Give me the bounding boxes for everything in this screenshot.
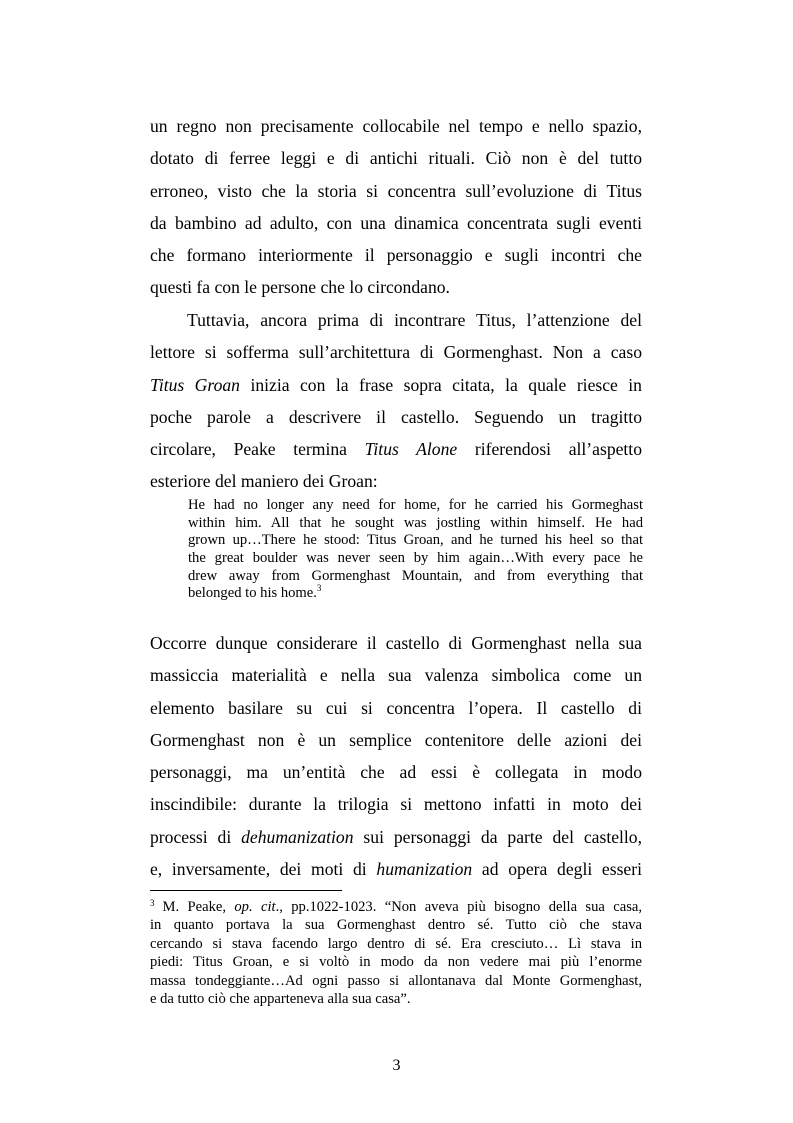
text-line: un regno non precisamente collocabile nel tempo e nello spazio, xyxy=(150,116,642,136)
text-line: Gormenghast non è un semplice contenitore delle azioni dei xyxy=(150,729,642,750)
text-segment: inizia con la frase sopra citata, la quale riesce in xyxy=(239,374,642,395)
text-line: questi fa con le persone che lo circondano. xyxy=(150,277,450,298)
text-line: dotato di ferree leggi e di antichi rituali. Ciò non è del tutto xyxy=(150,148,642,169)
text-line xyxy=(150,821,642,853)
paragraph-3 xyxy=(150,627,642,885)
quote-line: grown up…There he stood: Titus Groan, and he turned his heel so that xyxy=(188,532,643,549)
block-quote xyxy=(188,497,643,603)
citation-italic: op. cit xyxy=(234,899,276,915)
footnote-line: cercando si stava facendo largo dentro di sé. Era cresciuto… Lì stava in xyxy=(150,935,642,952)
text-line: erroneo, visto che la storia si concentra sull’evoluzione di Titus xyxy=(150,180,642,201)
quote-line: He had no longer any need for home, for he carried his Gormeghast xyxy=(188,497,643,513)
footnote-line xyxy=(150,898,642,916)
footnote-line: in quanto portava la sua Gormenghast dentro sé. Tutto ciò che stava xyxy=(150,917,642,934)
quote-line xyxy=(188,585,643,603)
text-segment: e, inversamente, dei moti di xyxy=(150,859,377,880)
quote-line: the great boulder was never seen by him again…With every pace he xyxy=(188,550,643,567)
footnote-divider xyxy=(150,890,342,891)
text-segment: belonged to his home. xyxy=(188,585,317,602)
footnote-number: 3 xyxy=(150,898,155,908)
paragraph-2 xyxy=(150,304,642,498)
text-line xyxy=(150,369,642,401)
text-segment: circolare, Peake termina xyxy=(150,439,365,460)
book-title-italic: Titus Groan xyxy=(150,374,240,395)
term-italic: humanization xyxy=(376,859,473,880)
text-line: da bambino ad adulto, con una dinamica concentrata sugli eventi xyxy=(150,212,642,233)
footnote-line: e da tutto ciò che apparteneva alla sua casa”. xyxy=(150,990,411,1007)
text-segment: ad opera degli esseri xyxy=(472,859,642,880)
text-line: inscindibile: durante la trilogia si mettono infatti in moto dei xyxy=(150,794,642,815)
footnote-line: massa tondeggiante…Ad ogni passo si allontanava dal Monte Gormenghast, xyxy=(150,972,642,989)
paragraph-1 xyxy=(150,110,642,304)
text-line xyxy=(150,433,642,465)
text-line: Occorre dunque considerare il castello di Gormenghast nella sua xyxy=(150,633,642,653)
page-number: 3 xyxy=(392,1057,401,1074)
footnote xyxy=(150,898,642,1008)
text-line: elemento basilare su cui si concentra l’opera. Il castello di xyxy=(150,697,642,718)
text-segment: M. Peake, xyxy=(162,899,235,915)
text-line: lettore si sofferma sull’architettura di Gormenghast. Non a caso xyxy=(150,342,642,363)
text-line: poche parole a descrivere il castello. Seguendo un tragitto xyxy=(150,406,642,427)
quote-line: within him. All that he sought was jostling within himself. He had xyxy=(188,514,643,531)
text-line: Tuttavia, ancora prima di incontrare Titus, l’attenzione del xyxy=(187,310,642,330)
footnote-reference[interactable]: 3 xyxy=(316,583,322,594)
text-line xyxy=(150,853,642,885)
book-title-italic: Titus Alone xyxy=(364,439,458,460)
text-line: massiccia materialità e nella sua valenza simbolica come un xyxy=(150,665,642,686)
text-segment: processi di xyxy=(150,826,242,847)
text-segment: ., pp.1022-1023. “Non aveva più bisogno della sua casa, xyxy=(275,899,642,915)
text-segment: riferendosi all’aspetto xyxy=(457,439,642,460)
text-line: esteriore del maniero dei Groan: xyxy=(150,471,378,492)
footnote-line: piedi: Titus Groan, e si voltò in modo da non vedere mai più l’enorme xyxy=(150,954,642,971)
text-segment: sui personaggi da parte del castello, xyxy=(353,826,642,847)
quote-line: drew away from Gormenghast Mountain, and from everything that xyxy=(188,567,643,584)
text-line: che formano interiormente il personaggio e sugli incontri che xyxy=(150,245,642,266)
term-italic: dehumanization xyxy=(241,826,354,847)
text-line: personaggi, ma un’entità che ad essi è collegata in modo xyxy=(150,762,642,783)
